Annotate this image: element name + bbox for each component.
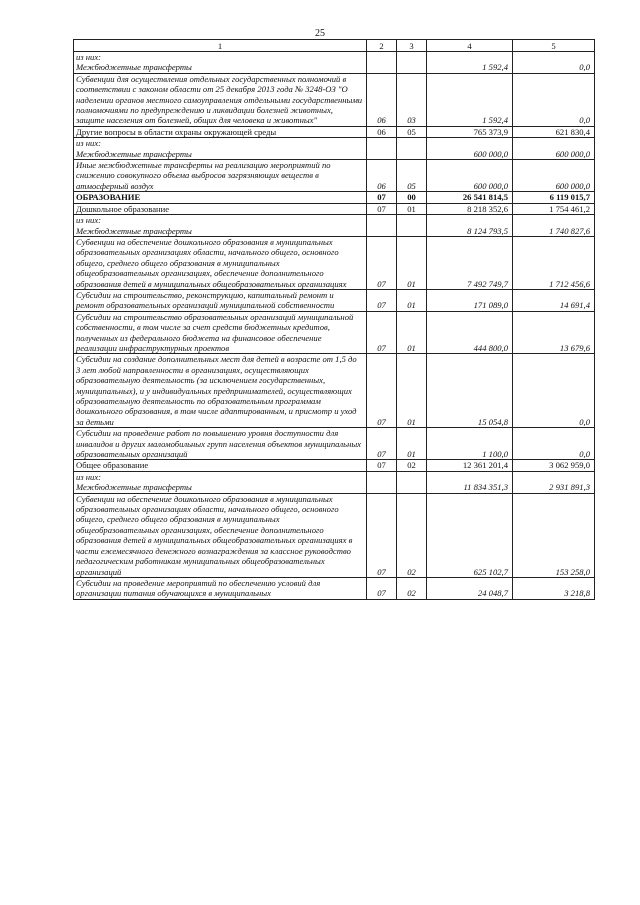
cell-name: Субвенции на обеспечение дошкольного образования в муниципальных образовательных организациях области, начального общего, основного общего, среднего общего образования в муниципальных общеобразовательных организациях, обеспечение дополнительного образования детей в муниципальных общеобразовательных организациях — [74, 236, 367, 289]
table-row — [74, 73, 595, 126]
table-row — [74, 354, 595, 428]
table-row — [74, 493, 595, 577]
table-row — [74, 52, 595, 74]
cell-amount-col5: 0,0 — [513, 73, 595, 126]
table-row — [74, 160, 595, 192]
cell-amount-col4: 1 592,4 — [427, 52, 513, 74]
cell-section: 07 — [367, 354, 397, 428]
cell-section: 06 — [367, 126, 397, 137]
cell-amount-col4: 171 089,0 — [427, 289, 513, 311]
table-row — [74, 192, 595, 203]
cell-amount-col5: 0,0 — [513, 428, 595, 460]
cell-amount-col5: 2 931 891,3 — [513, 471, 595, 493]
cell-name: из них: Межбюджетные трансферты — [74, 138, 367, 160]
cell-section: 07 — [367, 577, 397, 599]
cell-name: Субвенции для осуществления отдельных государственных полномочий в соответствии с законом области от 25 декабря 2013 года № 3248-ОЗ "О наделении органов местного самоуправления отдельными государственными полномочиями по предупреждению и ликвидации болезней животных, защите населения от болезней, общих для человека и животных" — [74, 73, 367, 126]
cell-amount-col5: 14 691,4 — [513, 289, 595, 311]
cell-subsection: 01 — [397, 354, 427, 428]
cell-amount-col4: 444 800,0 — [427, 311, 513, 354]
table-row — [74, 126, 595, 137]
page-number: 25 — [315, 28, 325, 39]
cell-section: 07 — [367, 460, 397, 471]
cell-name: Субсидии на строительство, реконструкцию, капитальный ремонт и ремонт образовательных организаций муниципальной собственности — [74, 289, 367, 311]
cell-name: Другие вопросы в области охраны окружающей среды — [74, 126, 367, 137]
cell-name: из них: Межбюджетные трансферты — [74, 471, 367, 493]
cell-amount-col5: 6 119 015,7 — [513, 192, 595, 203]
cell-amount-col5: 0,0 — [513, 354, 595, 428]
cell-section: 07 — [367, 192, 397, 203]
cell-amount-col4: 1 592,4 — [427, 73, 513, 126]
cell-amount-col4: 7 492 749,7 — [427, 236, 513, 289]
cell-amount-col4: 8 218 352,6 — [427, 203, 513, 214]
cell-subsection — [397, 52, 427, 74]
cell-section: 07 — [367, 289, 397, 311]
table-row — [74, 203, 595, 214]
cell-amount-col5: 621 830,4 — [513, 126, 595, 137]
cell-name: Субсидии на строительство образовательных организаций муниципальной собственности, в том числе за счет средств бюджетных кредитов, полученных из федерального бюджета на финансовое обеспечение реализации инфраструктурных проектов — [74, 311, 367, 354]
table-row — [74, 311, 595, 354]
cell-section: 07 — [367, 493, 397, 577]
cell-section: 07 — [367, 203, 397, 214]
cell-name: Общее образование — [74, 460, 367, 471]
cell-subsection: 02 — [397, 577, 427, 599]
cell-subsection: 01 — [397, 428, 427, 460]
cell-name: из них: Межбюджетные трансферты — [74, 52, 367, 74]
cell-subsection: 01 — [397, 203, 427, 214]
cell-amount-col4: 15 054,8 — [427, 354, 513, 428]
table-row — [74, 236, 595, 289]
cell-amount-col5: 153 258,0 — [513, 493, 595, 577]
cell-amount-col4: 600 000,0 — [427, 160, 513, 192]
header-col-3: 3 — [397, 40, 427, 52]
budget-table-body — [74, 40, 595, 600]
cell-amount-col4: 26 541 814,5 — [427, 192, 513, 203]
header-col-5: 5 — [513, 40, 595, 52]
cell-subsection: 00 — [397, 192, 427, 203]
cell-amount-col4: 600 000,0 — [427, 138, 513, 160]
cell-section: 06 — [367, 73, 397, 126]
cell-amount-col4: 765 373,9 — [427, 126, 513, 137]
table-header-row — [74, 40, 595, 52]
cell-amount-col4: 625 102,7 — [427, 493, 513, 577]
cell-section: 07 — [367, 428, 397, 460]
table-row — [74, 460, 595, 471]
cell-subsection: 01 — [397, 311, 427, 354]
cell-name: Субсидии на проведение работ по повышению уровня доступности для инвалидов и других маломобильных групп населения объектов муниципальных образовательных организаций — [74, 428, 367, 460]
cell-subsection — [397, 138, 427, 160]
cell-subsection: 01 — [397, 236, 427, 289]
cell-section: 07 — [367, 311, 397, 354]
cell-amount-col5: 1 740 827,6 — [513, 215, 595, 237]
cell-amount-col4: 11 834 351,3 — [427, 471, 513, 493]
table-row — [74, 471, 595, 493]
cell-name: из них: Межбюджетные трансферты — [74, 215, 367, 237]
cell-subsection: 05 — [397, 126, 427, 137]
cell-amount-col5: 600 000,0 — [513, 138, 595, 160]
cell-name: Дошкольное образование — [74, 203, 367, 214]
cell-name: Субвенции на обеспечение дошкольного образования в муниципальных образовательных организациях области, начального общего, основного общего, среднего общего образования в муниципальных общеобразовательных организациях, обеспечение дополнительного образования детей в муниципальных общеобразовательных организациях в части ежемесячного денежного вознаграждения за классное руководство педагогическим работникам муниципальных общеобразовательных организаций — [74, 493, 367, 577]
cell-amount-col5: 0,0 — [513, 52, 595, 74]
cell-amount-col5: 600 000,0 — [513, 160, 595, 192]
cell-name: Иные межбюджетные трансферты на реализацию мероприятий по снижению совокупного объема выбросов загрязняющих веществ в атмосферный воздух — [74, 160, 367, 192]
cell-amount-col4: 24 048,7 — [427, 577, 513, 599]
cell-amount-col5: 1 754 461,2 — [513, 203, 595, 214]
budget-table — [73, 39, 595, 600]
table-row — [74, 428, 595, 460]
cell-amount-col5: 3 062 959,0 — [513, 460, 595, 471]
cell-amount-col4: 12 361 201,4 — [427, 460, 513, 471]
cell-subsection: 02 — [397, 460, 427, 471]
cell-subsection: 02 — [397, 493, 427, 577]
cell-amount-col4: 8 124 793,5 — [427, 215, 513, 237]
cell-amount-col4: 1 100,0 — [427, 428, 513, 460]
table-row — [74, 289, 595, 311]
table-row — [74, 138, 595, 160]
cell-name: Субсидии на создание дополнительных мест для детей в возрасте от 1,5 до 3 лет любой направленности в организациях, осуществляющих образовательную деятельность (за исключением государственных, муниципальных), и у индивидуальных предпринимателей, осуществляющих образовательную деятельность по образовательным программам дошкольного образования, в том числе адаптированным, и присмотр и уход за детьми — [74, 354, 367, 428]
cell-subsection — [397, 215, 427, 237]
table-row — [74, 215, 595, 237]
cell-section: 07 — [367, 236, 397, 289]
header-col-4: 4 — [427, 40, 513, 52]
table-row — [74, 577, 595, 599]
cell-section — [367, 471, 397, 493]
cell-section: 06 — [367, 160, 397, 192]
cell-subsection: 05 — [397, 160, 427, 192]
header-col-2: 2 — [367, 40, 397, 52]
cell-section — [367, 52, 397, 74]
cell-name: ОБРАЗОВАНИЕ — [74, 192, 367, 203]
cell-section — [367, 215, 397, 237]
cell-section — [367, 138, 397, 160]
cell-name: Субсидии на проведение мероприятий по обеспечению условий для организации питания обучающихся в муниципальных — [74, 577, 367, 599]
cell-subsection: 01 — [397, 289, 427, 311]
cell-amount-col5: 1 712 456,6 — [513, 236, 595, 289]
header-col-1: 1 — [74, 40, 367, 52]
cell-subsection — [397, 471, 427, 493]
cell-amount-col5: 13 679,6 — [513, 311, 595, 354]
cell-subsection: 03 — [397, 73, 427, 126]
cell-amount-col5: 3 218,8 — [513, 577, 595, 599]
